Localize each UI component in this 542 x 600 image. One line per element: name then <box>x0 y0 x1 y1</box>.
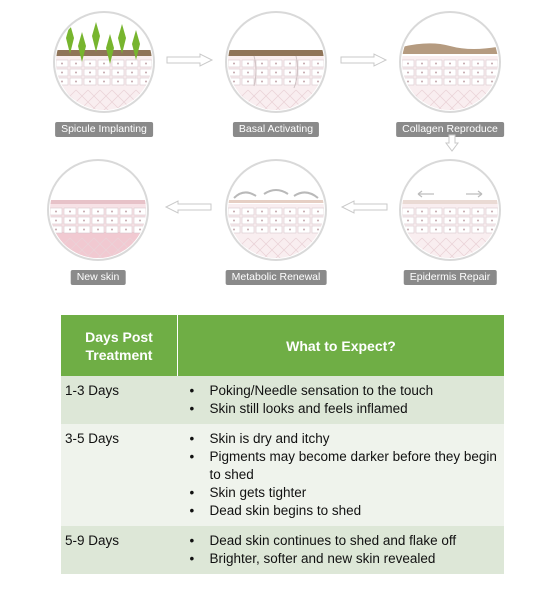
list-item: • Poking/Needle sensation to the touch <box>204 382 501 400</box>
list-item: • Dead skin begins to shed <box>204 502 501 520</box>
collagen-reproduce-illustration <box>398 10 502 114</box>
stage-spicule-implanting <box>52 10 156 140</box>
stage-metabolic-renewal <box>224 158 328 288</box>
expectation-table <box>61 315 504 574</box>
list-item: • Skin gets tighter <box>204 484 501 502</box>
arrow-down-icon <box>445 134 459 152</box>
row-days: 3-5 Days <box>61 424 178 526</box>
stage-epidermis-repair <box>398 158 502 288</box>
stage-label: New skin <box>71 270 126 285</box>
header-expect: What to Expect? <box>178 315 505 376</box>
stage-label: Epidermis Repair <box>404 270 497 285</box>
arrow-left-icon <box>164 200 212 214</box>
stage-label: Spicule Implanting <box>55 122 153 137</box>
row-items <box>178 424 505 526</box>
header-days: Days Post Treatment <box>61 315 178 376</box>
stage-basal-activating <box>224 10 328 140</box>
arrow-left-icon <box>340 200 388 214</box>
table-row <box>61 526 504 574</box>
table-row <box>61 376 504 424</box>
stage-collagen-reproduce <box>398 10 502 140</box>
spicule-implanting-illustration <box>52 10 156 114</box>
row-items <box>178 526 505 574</box>
row-days: 1-3 Days <box>61 376 178 424</box>
row-days: 5-9 Days <box>61 526 178 574</box>
list-item: • Pigments may become darker before they begin to shed <box>204 448 501 484</box>
list-item: • Brighter, softer and new skin revealed <box>204 550 501 568</box>
row-items <box>178 376 505 424</box>
stage-new-skin <box>46 158 150 288</box>
arrow-right-icon <box>340 53 388 67</box>
list-item: • Skin still looks and feels inflamed <box>204 400 501 418</box>
list-item: • Skin is dry and itchy <box>204 430 501 448</box>
stage-label: Collagen Reproduce <box>396 122 504 137</box>
arrow-right-icon <box>166 53 214 67</box>
table-header-row <box>61 315 504 376</box>
basal-activating-illustration <box>224 10 328 114</box>
stage-label: Basal Activating <box>233 122 319 137</box>
metabolic-renewal-illustration <box>224 158 328 262</box>
epidermis-repair-illustration <box>398 158 502 262</box>
list-item: • Dead skin continues to shed and flake off <box>204 532 501 550</box>
stage-label: Metabolic Renewal <box>226 270 327 285</box>
table-row <box>61 424 504 526</box>
new-skin-illustration <box>46 158 150 262</box>
